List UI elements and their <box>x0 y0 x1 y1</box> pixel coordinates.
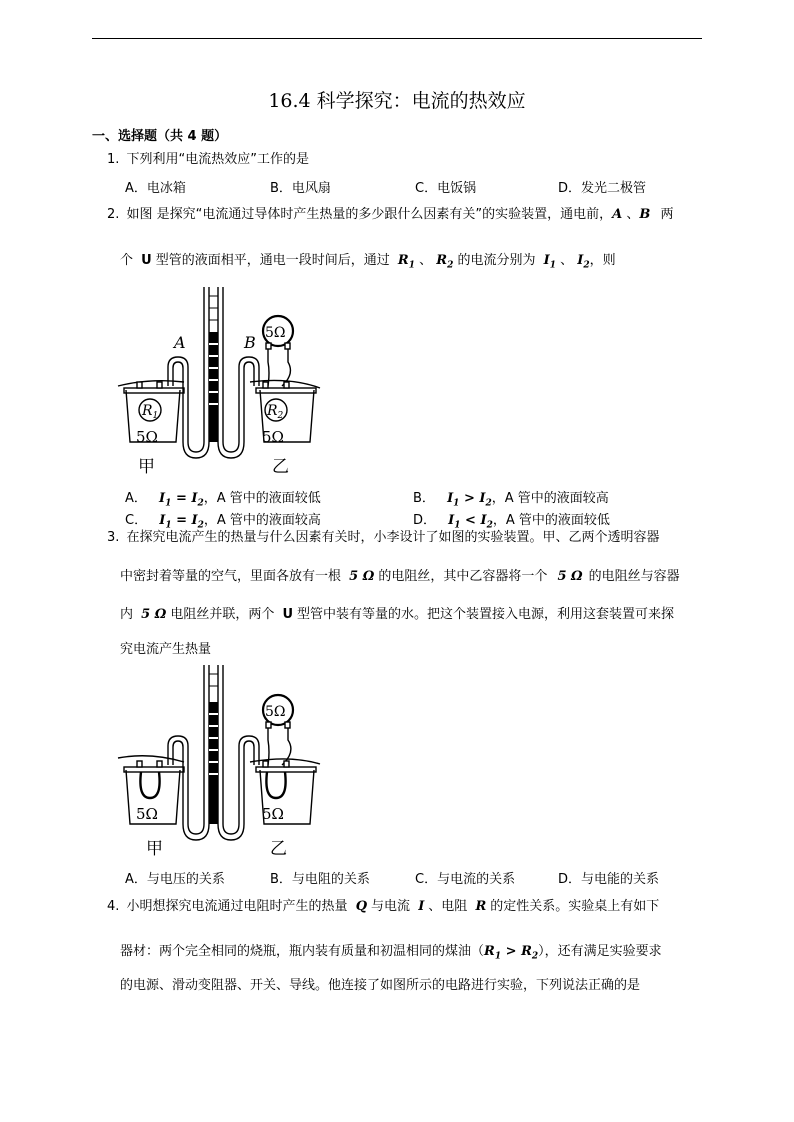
text: 型管中装有等量的水。把这个装置接入电源，利用这套装置可来探 <box>297 607 675 622</box>
question-number: 4. <box>107 899 120 914</box>
math-I: I <box>543 253 550 268</box>
q1-option-a[interactable]: A．电冰箱 <box>125 181 186 196</box>
q2-option-d[interactable] <box>413 509 610 531</box>
math-I: I <box>479 491 486 506</box>
question-3-line-3 <box>120 603 674 622</box>
question-number: 1. <box>107 152 120 167</box>
math-I: I <box>480 513 487 528</box>
text: 个 <box>120 253 134 268</box>
math-I: I <box>448 513 455 528</box>
text: 中密封着等量的空气，里面各放有一根 <box>120 569 342 584</box>
left-name: 甲 <box>146 839 163 859</box>
math-I: I <box>577 253 584 268</box>
text: 小明想探究电流通过电阻时产生的热量 <box>126 899 348 914</box>
label: C． <box>125 513 148 528</box>
right-name: 乙 <box>270 839 287 859</box>
label-a: A <box>174 333 186 352</box>
left-resistance: 5Ω <box>136 428 158 446</box>
sub: 1 <box>408 260 415 271</box>
right-resistance: 5Ω <box>262 428 284 446</box>
q3-apparatus-figure <box>110 660 325 860</box>
text: 在探究电流产生的热量与什么因素有关时，小李设计了如图的实验装置。甲、乙两个透明容器 <box>126 530 660 545</box>
math-R: R <box>484 944 495 959</box>
math-R: R <box>475 899 487 914</box>
question-3-line-4: 究电流产生热量 <box>120 642 212 657</box>
q3-option-c[interactable]: C．与电流的关系 <box>415 872 516 887</box>
question-2-line-1 <box>107 208 674 221</box>
text: 、 <box>560 253 574 268</box>
rel: = <box>176 513 188 528</box>
text: 内 <box>120 607 134 622</box>
q2-option-c[interactable] <box>125 509 321 531</box>
question-3-line-2 <box>120 565 680 584</box>
page-title: 16.4 科学探究：电流的热效应 <box>268 90 526 112</box>
text: 的电阻丝，其中乙容器将一个 <box>378 569 548 584</box>
question-2-line-2 <box>120 249 616 271</box>
text: 器材：两个完全相同的烧瓶，瓶内装有质量和初温相同的煤油（ <box>120 944 485 959</box>
right-resistance: 5Ω <box>262 805 284 823</box>
math-Q: Q <box>355 899 368 914</box>
question-4-line-3: 的电源、滑动变阻器、开关、导线。他连接了如图所示的电路进行实验，下列说法正确的是 <box>120 978 641 993</box>
q2-option-b[interactable] <box>413 487 609 509</box>
q2-apparatus-figure <box>110 282 325 480</box>
text: 、 <box>626 207 640 222</box>
q3-option-d[interactable]: D．与电能的关系 <box>558 872 660 887</box>
top-resistance: 5Ω <box>265 704 286 720</box>
math-U: U <box>282 607 294 622</box>
r1-sub: 1 <box>152 411 159 421</box>
math-R: R <box>521 944 532 959</box>
top-resistance: 5Ω <box>265 325 286 341</box>
sub: 2 <box>197 520 204 531</box>
question-3-line-1 <box>107 531 660 544</box>
text: 两 <box>660 207 674 222</box>
text: 与电流 <box>371 899 411 914</box>
text: ，A 管中的液面较高 <box>203 513 321 528</box>
math-I: I <box>191 491 198 506</box>
text: 、 <box>419 253 433 268</box>
text: ，A 管中的液面较低 <box>492 513 610 528</box>
math-A: A <box>612 207 623 222</box>
question-text: 下列利用“电流热效应”工作的是 <box>126 152 310 167</box>
math-R: R <box>436 253 448 268</box>
text: 如图 是探究“电流通过导体时产生热量的多少跟什么因素有关”的实验装置，通电前， <box>126 207 613 222</box>
text: 型管的液面相平，通电一段时间后，通过 <box>155 253 390 268</box>
text: ，A 管中的液面较低 <box>203 491 321 506</box>
math-I: I <box>191 513 198 528</box>
rel: > <box>463 491 475 506</box>
math-I: I <box>159 491 166 506</box>
math-R: R <box>397 253 409 268</box>
text: ），还有满足实验要求 <box>538 944 662 959</box>
section-heading: 一、选择题（共 4 题） <box>92 129 228 144</box>
label-b: B <box>244 333 256 352</box>
math-I: I <box>418 899 425 914</box>
sub: 1 <box>454 520 461 531</box>
sub: 2 <box>486 520 493 531</box>
sub: 2 <box>531 951 539 962</box>
r2-letter: R <box>267 403 278 419</box>
math-I: I <box>447 491 454 506</box>
sub: 1 <box>494 951 502 962</box>
sub: 1 <box>549 260 556 271</box>
label: D． <box>413 513 437 528</box>
label: A． <box>125 491 147 506</box>
q3-option-b[interactable]: B．与电阻的关系 <box>270 872 370 887</box>
math-U: U <box>141 253 152 268</box>
rel: < <box>465 513 476 528</box>
question-number: 3. <box>107 530 120 545</box>
q1-option-b[interactable]: B．电风扇 <box>270 181 331 196</box>
text: ，则 <box>589 253 616 268</box>
sub: 2 <box>485 498 492 509</box>
text: 电阻丝并联，两个 <box>170 607 275 622</box>
text: 的电流分别为 <box>457 253 536 268</box>
r2-label <box>266 403 284 421</box>
sub: 1 <box>165 520 172 531</box>
sub: 2 <box>447 260 454 271</box>
q1-option-d[interactable]: D．发光二极管 <box>558 181 647 196</box>
math-omega: 5 Ω <box>557 569 583 584</box>
sub: 1 <box>453 498 460 509</box>
math-omega: 5 Ω <box>349 569 375 584</box>
r2-sub: 2 <box>277 411 284 421</box>
sub: 2 <box>583 260 590 271</box>
question-number: 2. <box>107 207 120 222</box>
r1-label <box>141 403 158 421</box>
text: 的电阻丝与容器 <box>588 569 680 584</box>
rel: = <box>175 491 187 506</box>
rel: > <box>505 944 517 959</box>
left-name: 甲 <box>138 457 155 477</box>
text: 、电阻 <box>428 899 468 914</box>
question-4-line-2 <box>120 940 662 962</box>
header-rule <box>92 38 702 39</box>
sub: 1 <box>165 498 172 509</box>
label: B． <box>413 491 435 506</box>
question-4-line-1 <box>107 900 659 913</box>
question-1-stem <box>107 153 309 166</box>
q1-option-c[interactable]: C．电饭锅 <box>415 181 477 196</box>
q2-option-a[interactable] <box>125 487 321 509</box>
math-B: B <box>639 207 651 222</box>
math-I: I <box>159 513 166 528</box>
r1-letter: R <box>142 403 153 419</box>
q3-option-a[interactable]: A．与电压的关系 <box>125 872 225 887</box>
right-name: 乙 <box>272 457 289 477</box>
sub: 2 <box>197 498 204 509</box>
left-resistance: 5Ω <box>136 805 158 823</box>
math-omega: 5 Ω <box>141 607 167 622</box>
text: ，A 管中的液面较高 <box>491 491 609 506</box>
text: 的定性关系。实验桌上有如下 <box>490 899 660 914</box>
